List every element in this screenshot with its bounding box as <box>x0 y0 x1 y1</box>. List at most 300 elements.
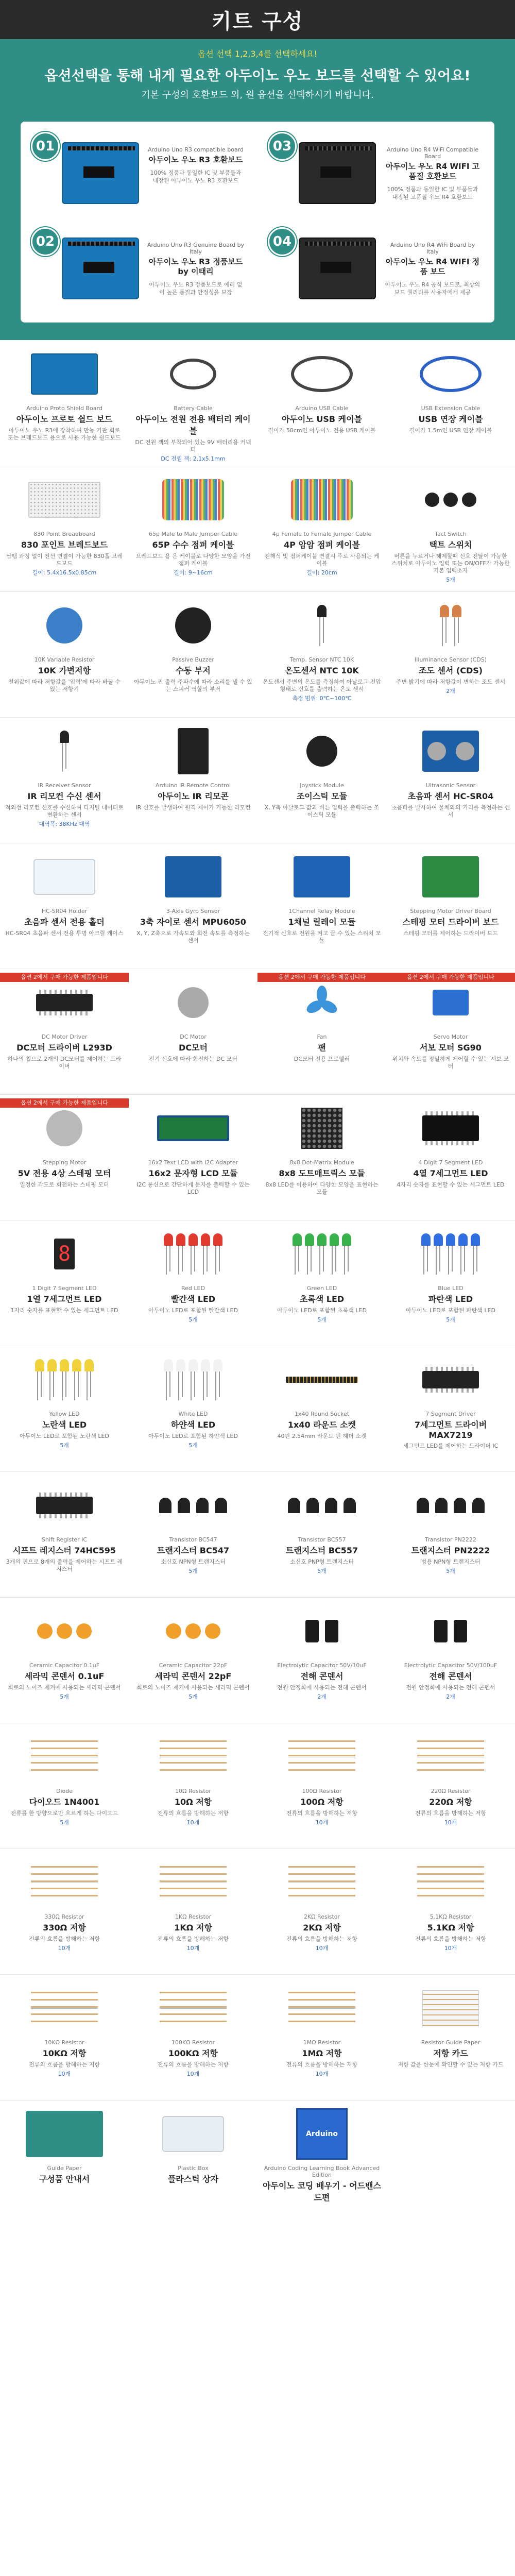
part-qty: 10개 <box>186 1819 200 1826</box>
part-ko-name: 파란색 LED <box>428 1294 473 1304</box>
board-ko-name: 아두이노 우노 R3 호환보드 <box>148 155 243 164</box>
part-image <box>26 1982 103 2034</box>
part-item <box>129 973 258 1097</box>
part-item <box>258 847 386 972</box>
row-divider <box>0 1094 515 1095</box>
part-qty: 5개 <box>188 1442 198 1449</box>
part-en-name: Green LED <box>306 1285 337 1292</box>
part-image <box>154 2108 232 2160</box>
part-qty: 10개 <box>444 1819 457 1826</box>
part-ko-name: 3축 자이로 센서 MPU6050 <box>140 917 246 927</box>
part-item <box>386 1601 515 1726</box>
part-image <box>154 474 232 526</box>
part-ko-name: 빨간색 LED <box>170 1294 216 1304</box>
part-en-name: Arduino Coding Learning Book Advanced Edition <box>264 2165 380 2178</box>
part-image <box>154 1605 232 1657</box>
board-headline: 옵션선택을 통해 내게 필요한 아두이노 우노 보드를 선택할 수 있어요! <box>44 68 471 84</box>
part-ko-name: 택트 스위치 <box>429 540 472 550</box>
part-image <box>283 1982 360 2034</box>
part-desc: IR 신호를 발생하여 원격 제어가 가능한 리모컨 <box>135 804 251 811</box>
part-item <box>258 1601 386 1726</box>
part-image <box>412 1228 489 1280</box>
part-item <box>129 1098 258 1223</box>
part-qty: 5개 <box>188 1568 198 1574</box>
part-en-name: 16x2 Text LCD with I2C Adapter <box>148 1159 238 1166</box>
part-desc: 전류를 한 방향으로만 흐르게 하는 다이오드 <box>10 1810 118 1817</box>
part-en-name: 8x8 Dot-Matrix Module <box>289 1159 354 1166</box>
part-en-name: 65p Male to Male Jumper Cable <box>148 531 238 537</box>
part-qty: 길이: 20cm <box>306 569 337 576</box>
part-desc: 아두이노 LED로 포함된 노란색 LED <box>20 1433 109 1439</box>
board-en-name: Arduino Uno R4 WiFi Compatible Board <box>386 146 479 160</box>
part-image <box>412 1857 489 1908</box>
part-desc: 1자리 숫자를 표현할 수 있는 세그먼트 LED <box>10 1307 118 1314</box>
part-ko-name: 10K 가변저항 <box>38 666 91 675</box>
part-qty: 10개 <box>186 1945 200 1952</box>
part-ko-name: 트랜지스터 BC547 <box>157 1546 230 1555</box>
board-desc: 100% 정품과 동일한 IC 및 부품들과 내장된 아두이노 우노 R3 호환보드 <box>150 170 242 184</box>
part-ko-name: 서보 모터 SG90 <box>420 1043 482 1053</box>
part-item <box>386 1224 515 1349</box>
part-ko-name: 아두이노 코딩 배우기 - 어드밴스드편 <box>263 2181 381 2202</box>
board-options-grid <box>21 122 494 323</box>
part-ko-name: 초음파 센서 전용 홀더 <box>24 917 105 927</box>
part-ko-name: 온도센서 NTC 10K <box>285 666 359 675</box>
part-desc: 4자리 숫자를 표현할 수 있는 세그먼트 LED <box>397 1181 505 1188</box>
board-en-name: Arduino Uno R3 compatible board <box>147 146 244 153</box>
part-item <box>129 1476 258 1600</box>
part-ko-name: 830 포인트 브레드보드 <box>21 540 108 550</box>
board-ko-name: 아두이노 우노 R4 WIFI 정품 보드 <box>385 257 480 276</box>
part-qty: 5개 <box>60 1819 69 1826</box>
part-ko-name: 저항 카드 <box>433 2048 468 2058</box>
part-desc: 회로의 노이즈 제거에 사용되는 세라믹 콘덴서 <box>136 1684 250 1691</box>
part-desc: 초음파를 발사하여 물체와의 거리를 측정하는 센서 <box>391 804 510 818</box>
part-item <box>0 1727 129 1852</box>
part-en-name: Red LED <box>181 1285 205 1292</box>
part-item <box>258 1098 386 1223</box>
part-image <box>26 348 103 400</box>
part-desc: 전류의 흐름을 방해하는 저항 <box>28 1936 100 1942</box>
part-image <box>283 348 360 400</box>
board-desc: 아두이노 우노 R4 공식 보드로, 최상의 보드 퀄리티를 사용자에게 제공 <box>385 281 480 296</box>
part-image <box>154 1354 232 1405</box>
part-desc: 아두이노 LED로 포함된 하얀색 LED <box>148 1433 238 1439</box>
part-item <box>386 470 515 595</box>
part-item <box>258 344 386 469</box>
part-en-name: 330Ω Resistor <box>44 1913 84 1920</box>
part-desc: 소신호 PNP형 트랜지스터 <box>289 1558 354 1565</box>
option-ribbon: 옵션 2에서 구매 가능한 제품입니다 <box>0 1098 129 1108</box>
part-item <box>386 1350 515 1475</box>
board-image <box>299 142 376 204</box>
part-ko-name: 1채널 릴레이 모듈 <box>288 917 356 927</box>
part-image <box>412 1731 489 1783</box>
part-qty: 10개 <box>315 2071 329 2077</box>
part-en-name: 10Ω Resistor <box>175 1788 211 1794</box>
part-ko-name: IR 리모컨 수신 센서 <box>27 791 101 801</box>
part-image <box>26 1731 103 1783</box>
part-item <box>386 1098 515 1223</box>
option-note: 옵션 선택 1,2,3,4를 선택하세요! <box>197 49 318 59</box>
part-ko-name: 트랜지스터 PN2222 <box>411 1546 490 1555</box>
part-en-name: Stepping Motor Driver Board <box>410 908 491 914</box>
part-en-name: Electrolytic Capacitor 50V/100uF <box>404 1662 497 1669</box>
part-image <box>283 1228 360 1280</box>
part-item <box>386 1978 515 2103</box>
part-qty: DC 전원 잭: 2.1x5.1mm <box>161 455 226 462</box>
part-image <box>283 474 360 526</box>
part-ko-name: 100KΩ 저항 <box>168 2048 218 2058</box>
part-qty: 10개 <box>186 2071 200 2077</box>
part-qty: 10개 <box>58 2071 71 2077</box>
board-en-name: Arduino Uno R3 Genuine Board by Italy <box>147 242 245 255</box>
part-ko-name: 구성품 안내서 <box>39 2174 90 2184</box>
part-item <box>258 1350 386 1475</box>
part-ko-name: 전해 콘덴서 <box>300 1671 344 1681</box>
part-en-name: 10KΩ Resistor <box>44 2039 84 2046</box>
part-desc: I2C 통신으로 간단하게 문자를 출력할 수 있는 LCD <box>136 1181 250 1195</box>
part-desc: X, Y축 아날로그 값과 버튼 입력을 출력하는 조이스틱 모듈 <box>264 804 380 818</box>
part-item <box>386 596 515 720</box>
part-item <box>258 470 386 595</box>
part-ko-name: 1x40 라운드 소켓 <box>287 1420 356 1430</box>
part-ko-name: 1KΩ 저항 <box>174 1923 212 1933</box>
part-image <box>26 474 103 526</box>
part-desc: 전류의 흐름을 방해하는 저항 <box>157 1810 229 1817</box>
part-qty: 5개 <box>60 1693 69 1700</box>
part-image <box>154 1857 232 1908</box>
part-ko-name: 팬 <box>318 1043 326 1053</box>
part-qty: 5개 <box>446 577 455 583</box>
part-desc: 세그먼트 LED를 제어하는 드라이버 IC <box>403 1443 499 1449</box>
part-desc: HC-SR04 초음파 센서 전용 투명 아크릴 케이스 <box>5 930 124 937</box>
part-en-name: Joystick Module <box>300 782 344 789</box>
part-en-name: 830 Point Breadboard <box>33 531 95 537</box>
part-item <box>386 973 515 1097</box>
part-en-name: 1Channel Relay Module <box>288 908 355 914</box>
part-en-name: Transistor BC547 <box>169 1536 217 1543</box>
row-divider <box>0 717 515 718</box>
part-item <box>258 1853 386 1977</box>
part-image <box>283 977 360 1028</box>
part-image <box>412 851 489 903</box>
part-desc: 전위값에 따라 저항값을 '입력'에 따라 바꿀 수 있는 저항기 <box>8 679 121 692</box>
part-en-name: Transistor BC557 <box>298 1536 346 1543</box>
option-ribbon: 옵션 2에서 구매 가능한 제품입니다 <box>0 973 129 982</box>
part-image <box>283 725 360 777</box>
part-item <box>0 1978 129 2103</box>
part-ko-name: 10KΩ 저항 <box>42 2048 87 2058</box>
part-ko-name: 세라믹 콘덴서 22pF <box>154 1671 232 1681</box>
part-ko-name: 4P 암암 점퍼 케이블 <box>284 540 360 550</box>
part-desc: DC모터 전용 프로펠러 <box>294 1056 350 1062</box>
board-option-1[interactable] <box>31 132 247 217</box>
part-en-name: 7 Segment Driver <box>425 1411 476 1417</box>
part-item <box>258 973 386 1097</box>
part-ko-name: 스테핑 모터 드라이버 보드 <box>402 917 499 927</box>
part-item <box>386 847 515 972</box>
part-desc: 전류의 흐름을 방해하는 저항 <box>415 1936 486 1942</box>
option-number: 01 <box>31 132 60 161</box>
part-en-name: 1KΩ Resistor <box>175 1913 212 1920</box>
part-desc: 주변 밝기에 따라 저항값이 변하는 조도 센서 <box>396 679 506 685</box>
part-en-name: Tact Switch <box>435 531 467 537</box>
part-item <box>386 1727 515 1852</box>
part-en-name: 100KΩ Resistor <box>171 2039 215 2046</box>
part-en-name: White LED <box>178 1411 208 1417</box>
part-image <box>154 851 232 903</box>
part-desc: 아두이노 우노 R3에 장착하여 만능 기판 회로 또는 브레드보드 용으로 사용 가능한 쉴드보드 <box>8 427 121 441</box>
board-image <box>62 238 139 299</box>
part-ko-name: 노란색 LED <box>42 1420 87 1430</box>
part-image: Arduino <box>283 2108 360 2160</box>
part-ko-name: 330Ω 저항 <box>43 1923 86 1933</box>
part-image <box>26 1857 103 1908</box>
part-en-name: Ceramic Capacitor 22pF <box>159 1662 228 1669</box>
part-image <box>283 1605 360 1657</box>
option-ribbon: 옵션 2에서 구매 가능한 제품입니다 <box>386 973 515 982</box>
part-item <box>129 1601 258 1726</box>
part-item <box>129 470 258 595</box>
part-qty: 5개 <box>446 1316 455 1323</box>
part-qty: 5개 <box>317 1568 327 1574</box>
part-desc: 전해식 및 점퍼케이블 연결시 주로 사용되는 케이블 <box>264 553 380 567</box>
part-en-name: Shift Register IC <box>41 1536 88 1543</box>
part-en-name: HC-SR04 Holder <box>41 908 88 914</box>
part-desc: 위치와 속도를 정밀하게 제어할 수 있는 서보 모터 <box>392 1056 509 1070</box>
part-ko-name: 플라스틱 상자 <box>167 2174 219 2184</box>
part-en-name: Arduino Proto Shield Board <box>26 405 102 412</box>
part-desc: 범용 NPN형 트랜지스터 <box>421 1558 480 1565</box>
part-qty: 2개 <box>446 1693 455 1700</box>
part-desc: 전원 안정화에 사용되는 전해 콘덴서 <box>277 1684 367 1691</box>
part-ko-name: 8x8 도트매트릭스 모듈 <box>279 1168 365 1178</box>
part-en-name: DC Motor Driver <box>41 1033 88 1040</box>
part-image <box>283 851 360 903</box>
part-en-name: Stepping Motor <box>42 1159 87 1166</box>
part-image <box>26 851 103 903</box>
part-item <box>129 1727 258 1852</box>
part-ko-name: 아두이노 IR 리모콘 <box>158 791 229 801</box>
part-item <box>258 1476 386 1600</box>
part-ko-name: 세라믹 콘덴서 0.1uF <box>24 1671 105 1681</box>
part-ko-name: 하얀색 LED <box>170 1420 216 1430</box>
part-image <box>154 725 232 777</box>
part-ko-name: USB 연장 케이블 <box>418 414 483 424</box>
part-ko-name: 초음파 센서 HC-SR04 <box>407 791 494 801</box>
part-image <box>154 1103 232 1154</box>
part-image <box>283 1857 360 1908</box>
part-en-name: Passive Buzzer <box>172 656 214 663</box>
part-qty: 측정 범위: 0℃~100℃ <box>292 695 352 702</box>
part-ko-name: 100Ω 저항 <box>300 1797 344 1807</box>
part-qty: 2개 <box>317 1693 327 1700</box>
part-image: 8 <box>26 1228 103 1280</box>
part-desc: 40핀 2.54mm 라운드 핀 헤더 소켓 <box>277 1433 367 1439</box>
part-ko-name: 초록색 LED <box>299 1294 345 1304</box>
part-en-name: 10K Variable Resistor <box>34 656 95 663</box>
part-desc: 아두이노 LED로 포함된 빨간색 LED <box>148 1307 238 1314</box>
part-item <box>386 1853 515 1977</box>
part-item <box>129 596 258 720</box>
part-ko-name: 5.1KΩ 저항 <box>427 1923 474 1933</box>
part-ko-name: 2KΩ 저항 <box>303 1923 341 1933</box>
part-image <box>412 977 489 1028</box>
part-desc: 전류의 흐름을 방해하는 저항 <box>28 2061 100 2068</box>
part-ko-name: 트랜지스터 BC557 <box>285 1546 358 1555</box>
part-image <box>154 1731 232 1783</box>
part-en-name: 3-Axis Gyro Sensor <box>166 908 220 914</box>
part-item <box>0 1601 129 1726</box>
row-divider <box>0 591 515 592</box>
part-desc: 저항 값을 한눈에 확인할 수 있는 저항 카드 <box>398 2061 504 2068</box>
part-item <box>0 1350 129 1475</box>
part-desc: 아두이노 LED로 포함된 파란색 LED <box>406 1307 495 1314</box>
part-qty: 대역폭: 38KHz 대역 <box>39 821 90 827</box>
part-qty: 5개 <box>317 1316 327 1323</box>
part-en-name: Servo Motor <box>433 1033 468 1040</box>
part-ko-name: 7세그먼트 드라이버 MAX7219 <box>414 1420 487 1440</box>
part-image <box>283 1480 360 1531</box>
part-image <box>26 1354 103 1405</box>
part-item <box>129 847 258 972</box>
board-option-4[interactable] <box>268 227 484 312</box>
part-item <box>129 1978 258 2103</box>
part-en-name: Blue LED <box>438 1285 464 1292</box>
part-en-name: 4p Female to Female Jumper Cable <box>272 531 372 537</box>
part-en-name: 1x40 Round Socket <box>294 1411 350 1417</box>
part-desc: 스테핑 모터를 제어하는 드라이버 보드 <box>403 930 498 937</box>
part-en-name: Ceramic Capacitor 0.1uF <box>29 1662 100 1669</box>
part-item <box>0 847 129 972</box>
board-option-3[interactable] <box>268 132 484 217</box>
row-divider <box>0 1974 515 1975</box>
part-image <box>412 725 489 777</box>
part-en-name: Electrolytic Capacitor 50V/10uF <box>277 1662 367 1669</box>
part-qty: 5개 <box>446 1568 455 1574</box>
part-desc: 브레드보드 용 은 케이블로 다양한 모양을 가진 점퍼 케이블 <box>135 553 251 567</box>
row-divider <box>0 1471 515 1472</box>
title-bar <box>0 0 515 39</box>
part-item <box>129 721 258 846</box>
part-ko-name: 조이스틱 모듈 <box>296 791 348 801</box>
part-qty: 10개 <box>444 1945 457 1952</box>
part-image <box>26 600 103 651</box>
part-qty: 10개 <box>58 1945 71 1952</box>
part-image <box>283 1731 360 1783</box>
part-desc: 전류의 흐름을 방해하는 저항 <box>157 1936 229 1942</box>
part-en-name: Illuminance Sensor (CDS) <box>414 656 487 663</box>
part-image <box>412 1982 489 2034</box>
part-image <box>412 1480 489 1531</box>
part-item <box>386 1476 515 1600</box>
part-desc: 소신호 NPN형 트랜지스터 <box>161 1558 226 1565</box>
part-item <box>0 1476 129 1600</box>
part-image <box>283 1354 360 1405</box>
part-en-name: 1MΩ Resistor <box>303 2039 341 2046</box>
part-image <box>412 1103 489 1154</box>
part-item <box>386 721 515 846</box>
part-desc: 전류의 흐름을 방해하는 저항 <box>415 1810 486 1817</box>
part-image <box>412 474 489 526</box>
part-en-name: Battery Cable <box>174 405 213 412</box>
part-desc: 납땜 과정 없이 전선 연결이 가능한 830홀 브레드보드 <box>6 553 123 567</box>
part-item <box>0 1224 129 1349</box>
part-ko-name: 220Ω 저항 <box>429 1797 472 1807</box>
part-ko-name: 10Ω 저항 <box>174 1797 212 1807</box>
part-desc: 전기적 신호로 전원을 켜고 끌 수 있는 스위치 모듈 <box>263 930 381 944</box>
part-en-name: USB Extension Cable <box>421 405 480 412</box>
part-item <box>258 1978 386 2103</box>
board-image <box>299 238 376 299</box>
part-ko-name: 1열 7세그먼트 LED <box>27 1294 102 1304</box>
part-image <box>154 1982 232 2034</box>
part-qty: 5개 <box>188 1316 198 1323</box>
board-desc: 100% 정품과 동일한 IC 및 부품들과 내장된 고품질 우노 R4 호환보드 <box>387 186 478 200</box>
part-en-name: Arduino USB Cable <box>295 405 349 412</box>
part-image <box>154 348 232 400</box>
part-item <box>0 2104 129 2229</box>
part-item <box>386 344 515 469</box>
part-desc: 아두이노 LED로 포함된 초록색 LED <box>277 1307 367 1314</box>
part-ko-name: 시프트 레지스터 74HC595 <box>12 1546 116 1555</box>
part-en-name: IR Receiver Sensor <box>38 782 91 789</box>
part-en-name: 2KΩ Resistor <box>303 1913 340 1920</box>
part-desc: 길이가 50cm인 아두이노 전용 USB 케이블 <box>268 427 376 434</box>
part-qty: 길이: 5.4x16.5x0.85cm <box>32 569 97 576</box>
part-image <box>26 725 103 777</box>
part-ko-name: 전해 콘덴서 <box>429 1671 472 1681</box>
part-item <box>0 1098 129 1223</box>
page-title: 키트 구성 <box>211 9 304 33</box>
part-desc: 전류의 흐름을 방해하는 저항 <box>286 1936 357 1942</box>
part-desc: 전류의 흐름을 방해하는 저항 <box>286 1810 357 1817</box>
part-ko-name: 조도 센서 (CDS) <box>418 666 483 675</box>
board-subtitle: 기본 구성의 호환보드 외, 원 옵션을 선택하시기 바랍니다. <box>141 90 374 100</box>
part-item <box>0 344 129 469</box>
part-desc: 하나의 칩으로 2개의 DC모터를 제어하는 드라이버 <box>7 1056 122 1070</box>
part-en-name: Yellow LED <box>49 1411 80 1417</box>
part-desc: 8x8 LED를 이용하여 다양한 모양을 표현하는 모듈 <box>265 1181 379 1195</box>
board-en-name: Arduino Uno R4 WiFi Board by Italy <box>390 242 475 255</box>
parts-grid <box>0 340 515 2576</box>
part-desc: 전류의 흐름을 방해하는 저항 <box>157 2061 229 2068</box>
part-qty: 5개 <box>60 1442 69 1449</box>
board-ko-name: 아두이노 우노 R3 정품보드 by 이태리 <box>148 257 243 276</box>
part-image <box>26 977 103 1028</box>
part-ko-name: 다이오드 1N4001 <box>29 1797 100 1807</box>
part-desc: 온도센서 주변의 온도를 측정하여 아날로그 전압 형태로 신호를 출력하는 온도 센서 <box>263 679 382 692</box>
part-image <box>26 1605 103 1657</box>
part-item <box>258 2104 386 2229</box>
part-desc: 전원 안정화에 사용되는 전해 콘덴서 <box>406 1684 495 1691</box>
part-item <box>129 1853 258 1977</box>
part-desc: 3개의 핀으로 8개의 출력을 제어하는 시프트 레지스터 <box>6 1558 123 1572</box>
part-ko-name: 아두이노 USB 케이블 <box>281 414 363 424</box>
part-ko-name: 1MΩ 저항 <box>302 2048 342 2058</box>
part-image <box>154 977 232 1028</box>
part-qty: 10개 <box>315 1945 329 1952</box>
board-option-2[interactable] <box>31 227 247 312</box>
part-item <box>129 2104 258 2229</box>
part-item <box>258 596 386 720</box>
option-number: 04 <box>268 227 297 256</box>
part-image <box>412 1354 489 1405</box>
board-options-section <box>0 39 515 340</box>
part-image <box>412 600 489 651</box>
part-image <box>154 600 232 651</box>
